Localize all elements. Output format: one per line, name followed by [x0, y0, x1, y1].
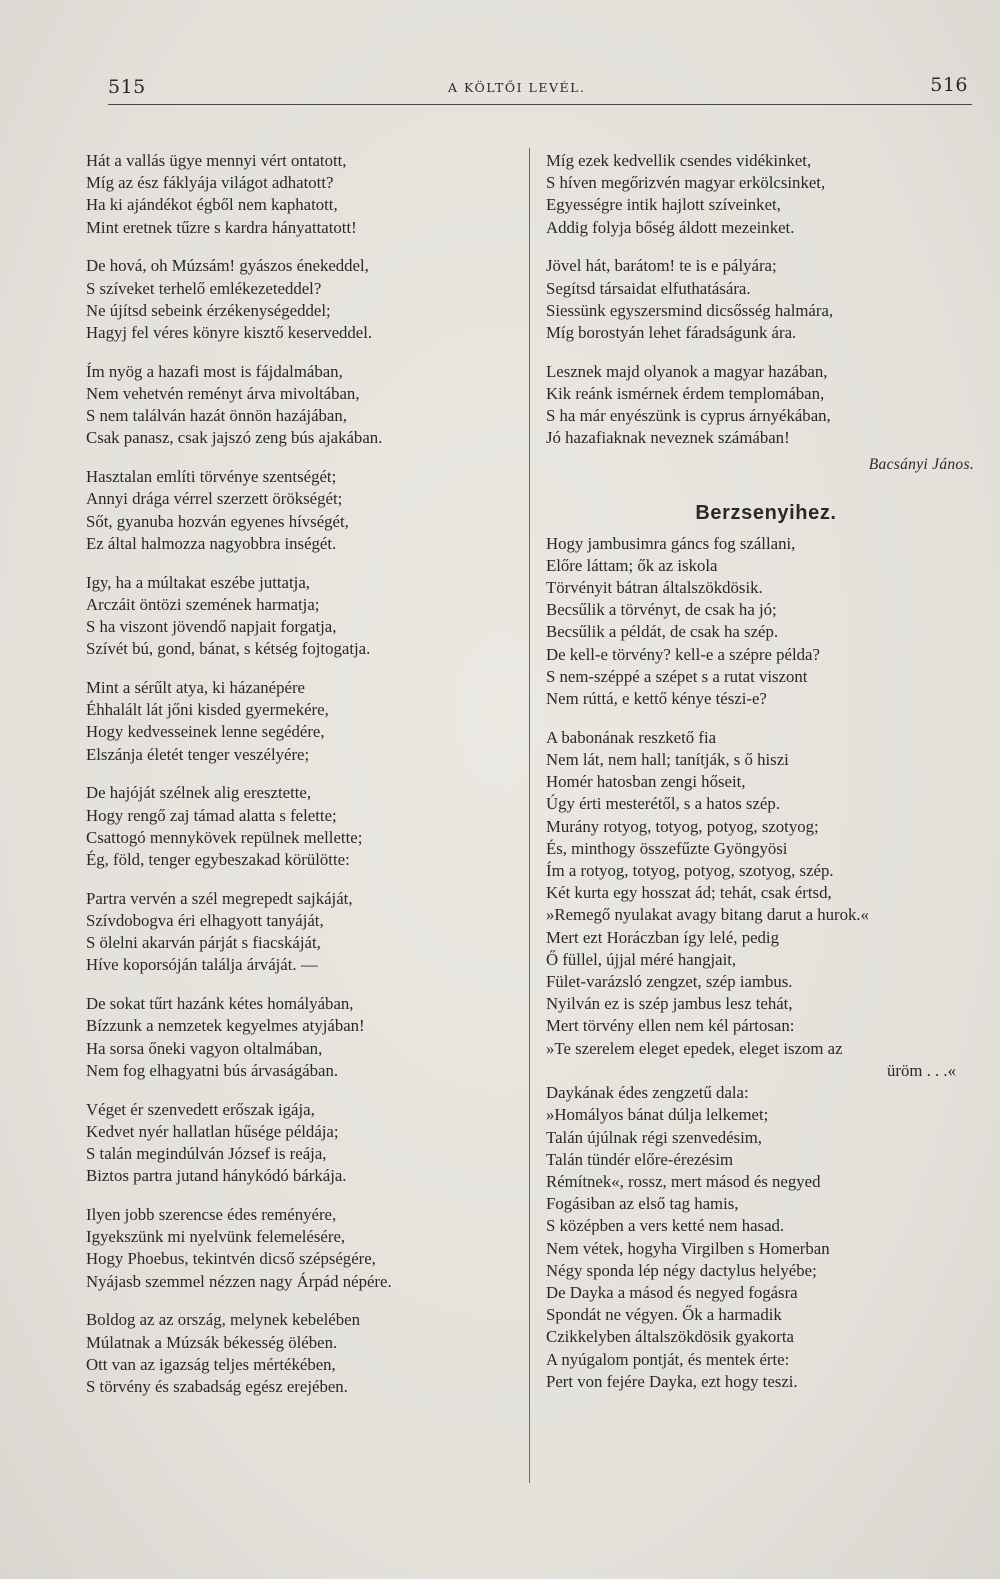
verse-line: S talán megindúlván József is reája, — [86, 1144, 327, 1164]
verse-line: Ő füllel, újjal méré hangjait, — [546, 949, 737, 969]
verse-line: Hasztalan említi törvénye szentségét; — [86, 467, 337, 487]
verse-line: Talán újúlnak régi szenvedésim, — [546, 1127, 762, 1147]
verse-line: Segítsd társaidat elfuthatására. — [546, 278, 751, 298]
verse-line: Hogy kedvesseinek lenne segédére, — [86, 722, 325, 742]
signature: Bacsányi János. — [868, 456, 974, 474]
column-divider — [529, 148, 530, 1483]
stanza — [86, 888, 516, 977]
verse-line: Becsűlik a törvényt, de csak ha jó; — [546, 600, 777, 620]
page-header — [108, 68, 972, 98]
verse-line: De sokat tűrt hazánk kétes homályában, — [86, 994, 354, 1014]
verse-line: Homér hatosban zengi hőseit, — [546, 772, 746, 792]
poem-title: Berzsenyihez. — [695, 502, 837, 525]
verse-line: Boldog az az ország, melynek kebelében — [86, 1310, 360, 1330]
verse-line: Ilyen jobb szerencse édes reményére, — [86, 1205, 337, 1225]
verse-line: Ne újítsd sebeink érzékenységeddel; — [86, 300, 331, 320]
stanza — [86, 1099, 516, 1188]
verse-line: Csattogó mennykövek repülnek mellette; — [86, 827, 363, 847]
verse-line: Kedvet nyér hallatlan hűsége példája; — [86, 1121, 339, 1141]
verse-line: Híve koporsóján találja árváját. — — [86, 955, 318, 975]
verse-line: Talán tündér előre-érezésim — [546, 1149, 734, 1169]
verse-line: Nem lát, nem hall; tanítják, s ő hiszi — [546, 750, 789, 770]
verse-line: Hagyj fel véres könyre kisztő keserveddel. — [86, 323, 373, 343]
verse-line: Hogy jambusimra gáncs fog szállani, — [546, 533, 796, 553]
verse-line: »Remegő nyulakat avagy bitang darut a hurok.« — [546, 905, 869, 925]
verse-line: S középben a vers ketté nem hasad. — [546, 1216, 785, 1236]
verse-line: Míg borostyán lehet fáradságunk ára. — [546, 323, 797, 343]
verse-line: Csak panasz, csak jajszó zeng bús ajakában. — [86, 428, 383, 448]
stanza — [86, 782, 516, 871]
verse-line: Nyájasb szemmel nézzen nagy Árpád népére. — [86, 1271, 392, 1291]
verse-line: S szíveket terhelő emlékezeteddel? — [86, 278, 322, 298]
verse-line: Szívdobogva éri elhagyott tanyáját, — [86, 911, 324, 931]
stanza — [546, 727, 986, 1393]
verse-line: Becsűlik a példát, de csak ha szép. — [546, 622, 779, 642]
verse-line: S nem találván hazát önnön hazájában, — [86, 406, 347, 426]
verse-line: Nyilván ez is szép jambus lesz tehát, — [546, 994, 793, 1014]
stanza — [86, 361, 516, 450]
verse-line: Pert von fejére Dayka, ezt hogy teszi. — [546, 1371, 798, 1391]
running-title: A KÖLTŐI LEVÉL. — [448, 80, 586, 95]
verse-line: S nem-széppé a szépet s a rutat viszont — [546, 666, 808, 686]
page-number-left: 515 — [108, 76, 146, 98]
stanza — [86, 572, 516, 661]
poem2-body — [546, 533, 986, 1393]
verse-line: Rémítnek«, rossz, mert másod és negyed — [546, 1171, 821, 1191]
left-column — [86, 150, 516, 1415]
verse-line: Nem vétek, hogyha Virgilben s Homerban — [546, 1238, 830, 1258]
verse-line: Elszánja életét tenger veszélyére; — [86, 744, 310, 764]
verse-line: Ott van az igazság teljes mértékében, — [86, 1354, 336, 1374]
verse-line: Ég, föld, tenger egybeszakad körülötte: — [86, 850, 350, 870]
verse-line: Míg az ész fáklyája világot adhatott? — [86, 173, 334, 193]
verse-line: Nem fog elhagyatni bús árvaságában. — [86, 1060, 339, 1080]
verse-line: Arczáit öntözi szemének harmatja; — [86, 594, 320, 614]
verse-line: Bízzunk a nemzetek kegyelmes atyjában! — [86, 1016, 365, 1036]
verse-line: Daykának édes zengzetű dala: — [546, 1083, 749, 1103]
verse-line: »Homályos bánat dúlja lelkemet; — [546, 1105, 769, 1125]
verse-line: S ölelni akarván párját s fiacskáját, — [86, 933, 321, 953]
verse-line: Lesznek majd olyanok a magyar hazában, — [546, 361, 828, 381]
verse-line: Siessünk egyszersmind dicsősség halmára, — [546, 300, 834, 320]
verse-line: De Dayka a másod és negyed fogásra — [546, 1282, 798, 1302]
verse-line: Előre láttam; ők az iskola — [546, 555, 718, 575]
right-column — [546, 150, 986, 1410]
verse-line: De hajóját szélnek alig eresztette, — [86, 783, 312, 803]
verse-line: Nem vehetvén reményt árva mivoltában, — [86, 384, 360, 404]
verse-line: Szívét bú, gond, bánat, s kétség fojtogatja. — [86, 639, 371, 659]
verse-line: Igyekszünk mi nyelvünk felemelésére, — [86, 1227, 346, 1247]
verse-line: Egyességre intik hajlott szíveinket, — [546, 195, 781, 215]
verse-line: üröm . . .« — [887, 1060, 956, 1080]
stanza — [86, 993, 516, 1082]
verse-line: Múlatnak a Múzsák békesség ölében. — [86, 1332, 338, 1352]
verse-line: Két kurta egy hosszat ád; tehát, csak értsd, — [546, 883, 832, 903]
stanza — [86, 255, 516, 344]
verse-line: És, minthogy összefűzte Gyöngyösi — [546, 838, 788, 858]
verse-line: Fület-varázsló zengzet, szép iambus. — [546, 972, 793, 992]
verse-line: Úgy érti mesterétől, s a hatos szép. — [546, 794, 780, 814]
verse-line: A babonának reszkető fia — [546, 727, 717, 747]
verse-line: Véget ér szenvedett erőszak igája, — [86, 1099, 315, 1119]
verse-line: Spondát ne végyen. Ők a harmadik — [546, 1305, 782, 1325]
stanza — [546, 255, 986, 344]
verse-line: S ha már enyészünk is cyprus árnyékában, — [546, 406, 831, 426]
verse-line: Igy, ha a múltakat eszébe juttatja, — [86, 572, 310, 592]
verse-line: Mint a sérűlt atya, ki házanépére — [86, 678, 305, 698]
stanza — [546, 361, 986, 450]
poem1-continuation — [546, 150, 986, 450]
stanza — [546, 150, 986, 239]
verse-line: Ím nyög a hazafi most is fájdalmában, — [86, 361, 343, 381]
verse-line: Addig folyja bőség áldott mezeinket. — [546, 217, 795, 237]
verse-line: Négy sponda lép négy dactylus helyébe; — [546, 1260, 817, 1280]
verse-line: Czikkelyben általszökdösik gyakorta — [546, 1327, 794, 1347]
verse-line: S híven megőrizvén magyar erkölcsinket, — [546, 173, 826, 193]
verse-line: Mint eretnek tűzre s kardra hányattatott! — [86, 217, 357, 237]
verse-line: S ha viszont jövendő napjait forgatja, — [86, 617, 337, 637]
verse-line: Ez által halmozza nagyobbra inségét. — [86, 533, 337, 553]
verse-line: Fogásiban az első tag hamis, — [546, 1194, 739, 1214]
page-number-right: 516 — [930, 74, 968, 96]
verse-line: S törvény és szabadság egész erejében. — [86, 1377, 348, 1397]
verse-line: Murány rotyog, totyog, potyog, szotyog; — [546, 816, 819, 836]
stanza — [86, 1204, 516, 1293]
stanza — [86, 677, 516, 766]
verse-line: Nem rúttá, e kettő kénye tészi-e? — [546, 689, 767, 709]
verse-line: Hogy Phoebus, tekintvén dicső szépségére, — [86, 1249, 376, 1269]
stanza — [546, 533, 986, 711]
verse-line: Törvényit bátran általszökdösik. — [546, 578, 763, 598]
header-rule — [108, 104, 972, 105]
verse-line: Ím a rotyog, totyog, potyog, szotyog, szép. — [546, 861, 834, 881]
verse-line: Ha ki ajándékot égből nem kaphatott, — [86, 195, 338, 215]
verse-line: Hát a vallás ügye mennyi vért ontatott, — [86, 151, 347, 170]
stanza — [86, 466, 516, 555]
verse-line: Sőt, gyanuba hozván egyenes hívségét, — [86, 511, 349, 531]
verse-line: Éhhalált lát jőni kisded gyermekére, — [86, 700, 329, 720]
verse-line: Annyi drága vérrel szerzett örökségét; — [86, 489, 343, 509]
stanza — [86, 1309, 516, 1398]
verse-line: Mert ezt Horáczban így lelé, pedig — [546, 927, 779, 947]
verse-line: De hová, oh Múzsám! gyászos énekeddel, — [86, 256, 369, 276]
verse-line: De kell-e törvény? kell-e a szépre példa? — [546, 644, 820, 664]
verse-line: Biztos partra jutand hánykódó bárkája. — [86, 1166, 347, 1186]
verse-line: Jó hazafiaknak neveznek számában! — [546, 428, 790, 448]
verse-line: Míg ezek kedvellik csendes vidékinket, — [546, 151, 812, 170]
stanza — [86, 150, 516, 239]
verse-line: Kik reánk ismérnek érdem templomában, — [546, 384, 825, 404]
verse-line: Hogy rengő zaj támad alatta s felette; — [86, 805, 337, 825]
verse-line: Jövel hát, barátom! te is e pályára; — [546, 256, 777, 276]
verse-line: Mert törvény ellen nem kél pártosan: — [546, 1016, 795, 1036]
verse-line: Partra vervén a szél megrepedt sajkáját, — [86, 888, 353, 908]
verse-line: A nyúgalom pontját, és mentek érte: — [546, 1349, 790, 1369]
verse-line: Ha sorsa őneki vagyon oltalmában, — [86, 1038, 323, 1058]
verse-line: »Te szerelem eleget epedek, eleget iszom az — [546, 1038, 843, 1058]
